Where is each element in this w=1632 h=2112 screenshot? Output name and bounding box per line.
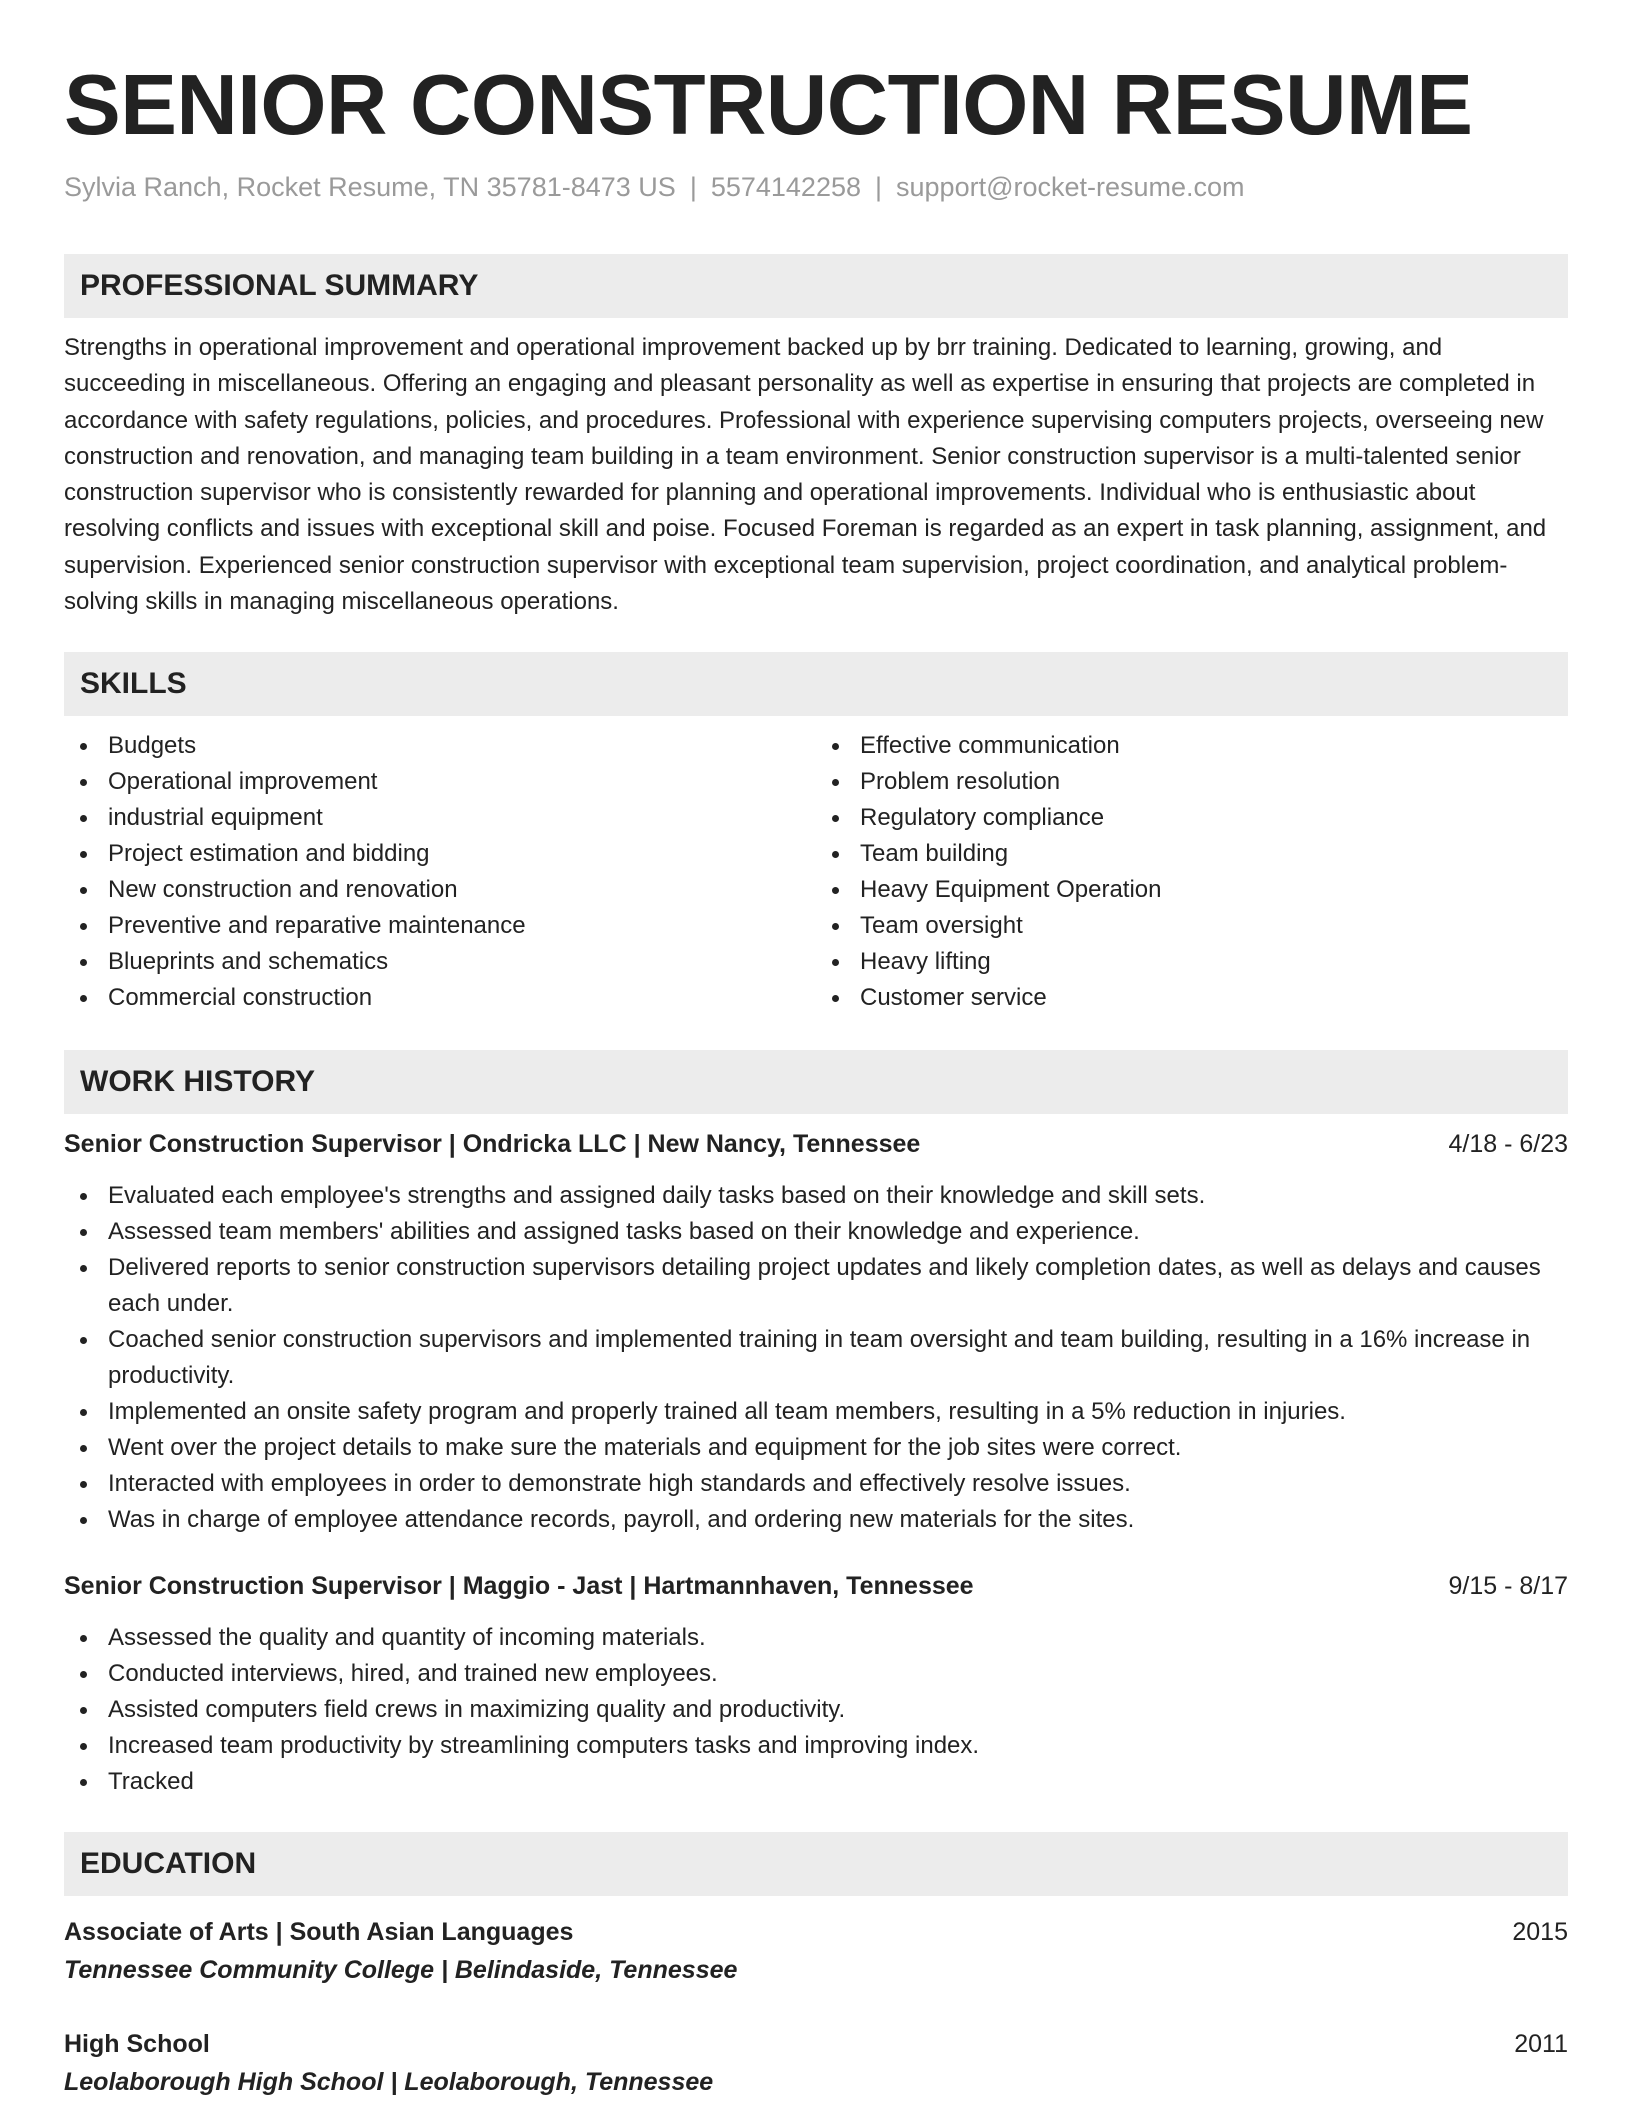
skill-item-text: Preventive and reparative maintenance [108, 912, 526, 940]
bullet-dot-icon [80, 1193, 87, 1200]
job-title: Senior Construction Supervisor | Maggio - Jast | Hartmannhaven, Tennessee [64, 1572, 974, 1601]
education-entry [64, 1914, 1568, 1990]
education-year: 2011 [1514, 2030, 1568, 2059]
job-bullets [64, 1178, 1568, 1538]
skills-grid [64, 728, 1568, 1016]
job-bullet [64, 1466, 1568, 1502]
contact-line [64, 170, 1568, 204]
skill-item-text: Regulatory compliance [860, 804, 1105, 832]
bullet-dot-icon [80, 1229, 87, 1236]
job-bullet [64, 1764, 1568, 1800]
job-bullet [64, 1692, 1568, 1728]
skill-item [816, 908, 1568, 944]
bullet-dot-icon [80, 1445, 87, 1452]
skill-item-text: Customer service [860, 984, 1047, 1012]
skill-item [816, 980, 1568, 1016]
job-bullet-text: Assessed the quality and quantity of incoming materials. [108, 1624, 706, 1652]
job-dates: 4/18 - 6/23 [1448, 1130, 1568, 1159]
bullet-dot-icon [832, 743, 839, 750]
skill-item [64, 836, 816, 872]
job-bullet [64, 1394, 1568, 1430]
skill-item [816, 764, 1568, 800]
education-header [64, 2026, 1568, 2062]
job-title: Senior Construction Supervisor | Ondricka LLC | New Nancy, Tennessee [64, 1130, 921, 1159]
job-bullet-text: Assisted computers field crews in maximizing quality and productivity. [108, 1696, 846, 1724]
skills-column-left [64, 728, 816, 1016]
skill-item-text: Effective communication [860, 732, 1120, 760]
job-dates: 9/15 - 8/17 [1448, 1572, 1568, 1601]
skill-item-text: Team oversight [860, 912, 1023, 940]
skill-item [64, 908, 816, 944]
bullet-dot-icon [80, 1743, 87, 1750]
bullet-dot-icon [80, 995, 87, 1002]
job-bullet-text: Coached senior construction supervisors and implemented training in team oversight and team building, resulting in a 16% increase in productivity. [108, 1326, 1531, 1390]
bullet-dot-icon [80, 1707, 87, 1714]
work-history-list [64, 1126, 1568, 1800]
bullet-dot-icon [80, 815, 87, 822]
skill-item [64, 800, 816, 836]
skill-item [64, 728, 816, 764]
job-bullet-text: Increased team productivity by streamlining computers tasks and improving index. [108, 1732, 980, 1760]
skill-item-text: Blueprints and schematics [108, 948, 389, 976]
job-bullet [64, 1502, 1568, 1538]
job-bullet [64, 1178, 1568, 1214]
skill-item [64, 764, 816, 800]
education-header [64, 1914, 1568, 1950]
skill-item-text: New construction and renovation [108, 876, 458, 904]
job-bullet-text: Conducted interviews, hired, and trained new employees. [108, 1660, 718, 1688]
bullet-dot-icon [80, 743, 87, 750]
bullet-dot-icon [832, 851, 839, 858]
job-entry [64, 1126, 1568, 1538]
bullet-dot-icon [832, 779, 839, 786]
job-bullet [64, 1322, 1568, 1394]
bullet-dot-icon [80, 1671, 87, 1678]
job-entry [64, 1568, 1568, 1800]
job-bullet [64, 1430, 1568, 1466]
education-entry [64, 2026, 1568, 2102]
job-bullet [64, 1620, 1568, 1656]
education-year: 2015 [1512, 1918, 1568, 1947]
contact-address: Sylvia Ranch, Rocket Resume, TN 35781-8473 US [64, 172, 676, 202]
job-bullet [64, 1250, 1568, 1322]
education-school: Leolaborough High School | Leolaborough, Tennessee [64, 2068, 714, 2097]
job-bullet-text: Tracked [108, 1768, 194, 1796]
job-bullet-text: Implemented an onsite safety program and properly trained all team members, resulting in a 5% reduction in injuries. [108, 1398, 1346, 1426]
summary-text: Strengths in operational improvement and operational improvement backed up by brr training. Dedicated to learning, growing, and succeeding in miscellaneous. Offering an engaging and pleasant personality as well as expertise in ensuring that projects are completed in accordance with safety regulations, policies, and procedures. Professional with experience supervising computers projects, overseeing new construction and renovation, and managing team building in a team environment. Senior construction supervisor is a multi-talented senior construction supervisor who is consistently rewarded for planning and operational improvements. Individual who is enthusiastic about resolving conflicts and issues with exceptional skill and poise. Focused Foreman is regarded as an expert in task planning, assignment, and supervision. Experienced senior construction supervisor with exceptional team supervision, project coordination, and analytical problem-solving skills in managing miscellaneous operations. [64, 334, 1547, 616]
education-heading: EDUCATION [64, 1832, 1568, 1896]
bullet-dot-icon [80, 1779, 87, 1786]
skill-item-text: Team building [860, 840, 1009, 868]
skill-item [64, 872, 816, 908]
education-list [64, 1914, 1568, 2102]
contact-separator: | [689, 172, 697, 202]
job-header [64, 1568, 1568, 1604]
skill-item [816, 836, 1568, 872]
bullet-dot-icon [80, 1409, 87, 1416]
bullet-dot-icon [80, 887, 87, 894]
job-bullet-text: Assessed team members' abilities and assigned tasks based on their knowledge and experience. [108, 1218, 1140, 1246]
skill-item-text: industrial equipment [108, 804, 323, 832]
skill-item-text: Commercial construction [108, 984, 373, 1012]
bullet-dot-icon [832, 815, 839, 822]
education-degree: High School [64, 2030, 210, 2059]
job-bullets [64, 1620, 1568, 1800]
bullet-dot-icon [832, 959, 839, 966]
bullet-dot-icon [80, 1517, 87, 1524]
skill-item-text: Problem resolution [860, 768, 1061, 796]
job-bullet-text: Evaluated each employee's strengths and assigned daily tasks based on their knowledge and skill sets. [108, 1182, 1206, 1210]
bullet-dot-icon [80, 1635, 87, 1642]
skill-item [64, 944, 816, 980]
skill-item [816, 872, 1568, 908]
skill-item [64, 980, 816, 1016]
skill-item [816, 800, 1568, 836]
bullet-dot-icon [80, 779, 87, 786]
summary-heading: PROFESSIONAL SUMMARY [64, 254, 1568, 318]
job-bullet-text: Went over the project details to make sure the materials and equipment for the job sites were correct. [108, 1434, 1182, 1462]
skill-item-text: Project estimation and bidding [108, 840, 430, 868]
skill-item-text: Heavy lifting [860, 948, 991, 976]
skill-item-text: Heavy Equipment Operation [860, 876, 1162, 904]
skills-heading: SKILLS [64, 652, 1568, 716]
bullet-dot-icon [80, 923, 87, 930]
resume-title: SENIOR CONSTRUCTION RESUME [64, 58, 1473, 153]
skill-item-text: Operational improvement [108, 768, 378, 796]
job-bullet-text: Was in charge of employee attendance records, payroll, and ordering new materials for the sites. [108, 1506, 1135, 1534]
contact-phone: 5574142258 [710, 172, 861, 202]
skills-column-right [816, 728, 1568, 1016]
job-bullet-text: Delivered reports to senior construction supervisors detailing project updates and likely completion dates, as well as delays and causes each under. [108, 1254, 1541, 1318]
education-degree: Associate of Arts | South Asian Languages [64, 1918, 574, 1947]
bullet-dot-icon [832, 887, 839, 894]
contact-email: support@rocket-resume.com [896, 172, 1245, 202]
bullet-dot-icon [80, 851, 87, 858]
job-header [64, 1126, 1568, 1162]
education-school: Tennessee Community College | Belindaside, Tennessee [64, 1956, 738, 1985]
job-bullet-text: Interacted with employees in order to demonstrate high standards and effectively resolve issues. [108, 1470, 1131, 1498]
job-bullet [64, 1728, 1568, 1764]
job-bullet [64, 1656, 1568, 1692]
skill-item-text: Budgets [108, 732, 197, 760]
job-bullet [64, 1214, 1568, 1250]
bullet-dot-icon [80, 959, 87, 966]
bullet-dot-icon [832, 923, 839, 930]
bullet-dot-icon [832, 995, 839, 1002]
contact-separator: | [875, 172, 883, 202]
skill-item [816, 728, 1568, 764]
bullet-dot-icon [80, 1265, 87, 1272]
bullet-dot-icon [80, 1481, 87, 1488]
work-history-heading: WORK HISTORY [64, 1050, 1568, 1114]
skill-item [816, 944, 1568, 980]
bullet-dot-icon [80, 1337, 87, 1344]
